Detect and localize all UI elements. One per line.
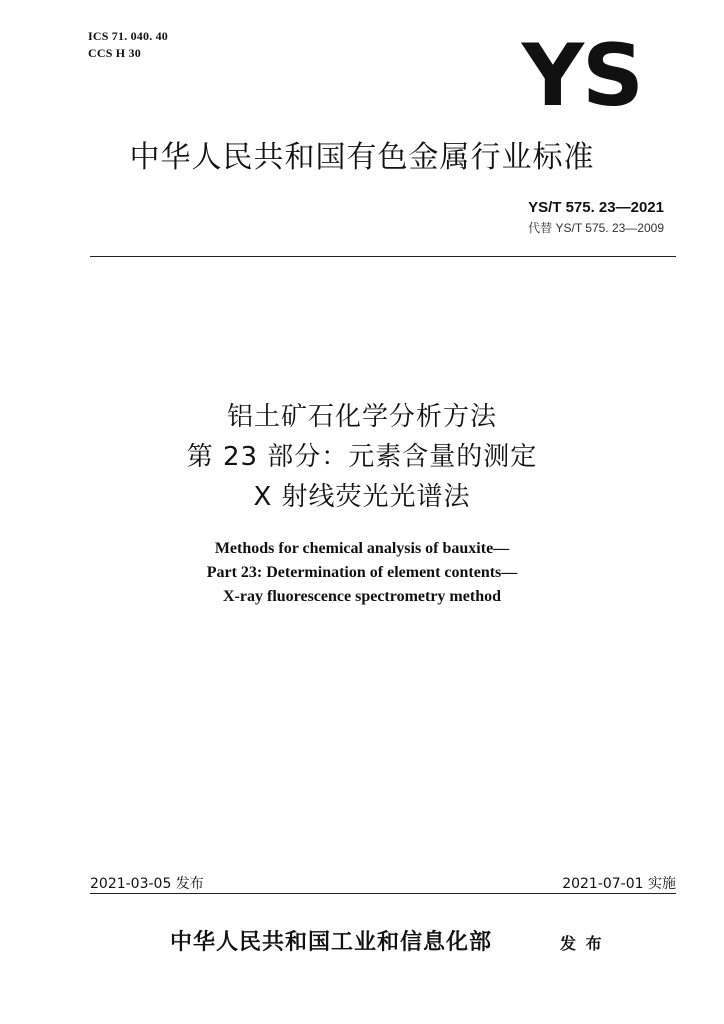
standard-category-title: 中华人民共和国有色金属行业标准 [129, 140, 595, 175]
issue-date: 2021-03-05 发布 [90, 876, 204, 892]
title-en-line1: Methods for chemical analysis of bauxite— [214, 540, 510, 557]
ics-code: ICS 71. 040. 40 [88, 29, 169, 43]
standard-number: YS/T 575. 23—2021 [528, 199, 664, 216]
classification-codes [88, 28, 168, 62]
title-cn-line3: X 射线荧光光谱法 [253, 482, 471, 512]
title-cn-line1: 铝土矿石化学分析方法 [226, 402, 497, 432]
ys-logo: YS [521, 26, 642, 126]
issuing-authority: 中华人民共和国工业和信息化部 [170, 929, 493, 955]
issued-label: 发 布 [560, 934, 604, 953]
title-cn-line2: 第 23 部分：元素含量的测定 [186, 442, 538, 472]
title-en-line2: Part 23: Determination of element contents— [206, 564, 518, 581]
title-en-line3: X-ray fluorescence spectrometry method [223, 588, 501, 605]
bottom-divider [90, 893, 676, 894]
ccs-code: CCS H 30 [88, 46, 141, 60]
top-divider [90, 256, 676, 257]
implementation-date: 2021-07-01 实施 [562, 876, 676, 892]
replaces-standard: 代替 YS/T 575. 23—2009 [528, 221, 664, 235]
